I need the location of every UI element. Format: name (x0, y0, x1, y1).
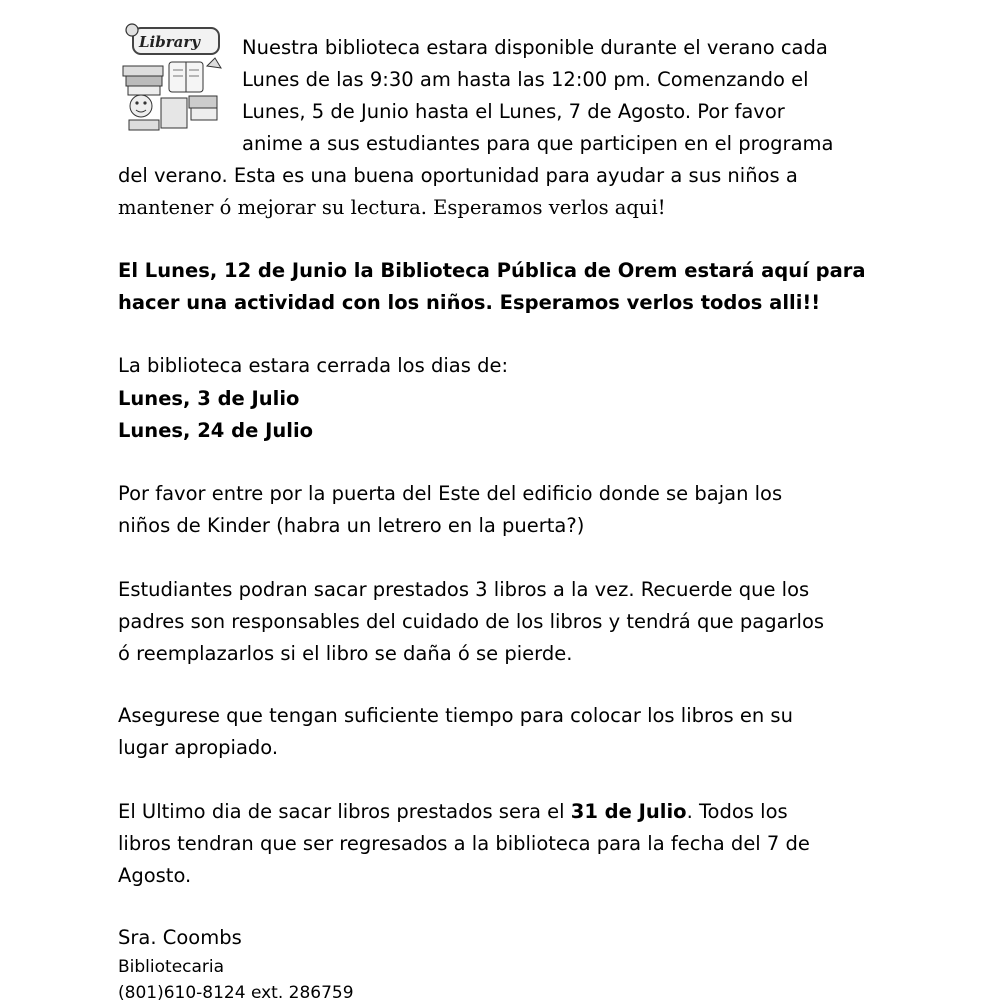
borrowing-rules-line: padres son responsables del cuidado de los libros y tendrá que pagarlos (118, 610, 825, 633)
closed-days-intro: La biblioteca estara cerrada los dias de: (118, 354, 509, 377)
intro-paragraph-line: del verano. Esta es una buena oportunidad para ayudar a sus niños a (118, 164, 798, 187)
last-day-date: 31 de Julio (570, 800, 687, 823)
signature-title: Bibliotecaria (118, 957, 225, 977)
event-announcement-line: hacer una actividad con los niños. Esperamos verlos todos alli!! (118, 291, 821, 314)
entrance-note-line: Por favor entre por la puerta del Este del edificio donde se bajan los (118, 482, 783, 505)
intro-paragraph-line: Lunes, 5 de Junio hasta el Lunes, 7 de Agosto. Por favor (242, 100, 785, 123)
time-reminder-line: lugar apropiado. (118, 736, 279, 759)
intro-paragraph-line: anime a sus estudiantes para que participen en el programa (242, 132, 834, 155)
library-clipart-logo (119, 14, 229, 136)
entrance-note-line: niños de Kinder (habra un letrero en la puerta?) (118, 514, 585, 537)
return-deadline-line: libros tendran que ser regresados a la biblioteca para la fecha del 7 de (118, 832, 810, 855)
intro-paragraph-line: Lunes de las 9:30 am hasta las 12:00 pm. Comenzando el (242, 68, 809, 91)
borrowing-rules-line: Estudiantes podran sacar prestados 3 libros a la vez. Recuerde que los (118, 578, 810, 601)
closed-date: Lunes, 24 de Julio (118, 419, 314, 442)
intro-paragraph-line: Nuestra biblioteca estara disponible durante el verano cada (242, 36, 828, 59)
last-day-text: El Ultimo dia de sacar libros prestados sera el (118, 800, 571, 823)
last-day-line (118, 796, 788, 828)
last-day-text-end: . Todos los (686, 800, 788, 823)
svg-text:Library: Library (139, 33, 200, 51)
time-reminder-line: Asegurese que tengan suficiente tiempo para colocar los libros en su (118, 704, 793, 727)
signature-name: Sra. Coombs (118, 926, 242, 949)
return-deadline-line: Agosto. (118, 864, 192, 887)
intro-paragraph-line: mantener ó mejorar su lectura. Esperamos verlos aqui! (118, 196, 666, 219)
borrowing-rules-line: ó reemplazarlos si el libro se daña ó se pierde. (118, 642, 573, 665)
closed-date: Lunes, 3 de Julio (118, 387, 300, 410)
event-announcement-line: El Lunes, 12 de Junio la Biblioteca Pública de Orem estará aquí para (118, 259, 866, 282)
signature-phone: (801)610-8124 ext. 286759 (118, 983, 354, 1003)
